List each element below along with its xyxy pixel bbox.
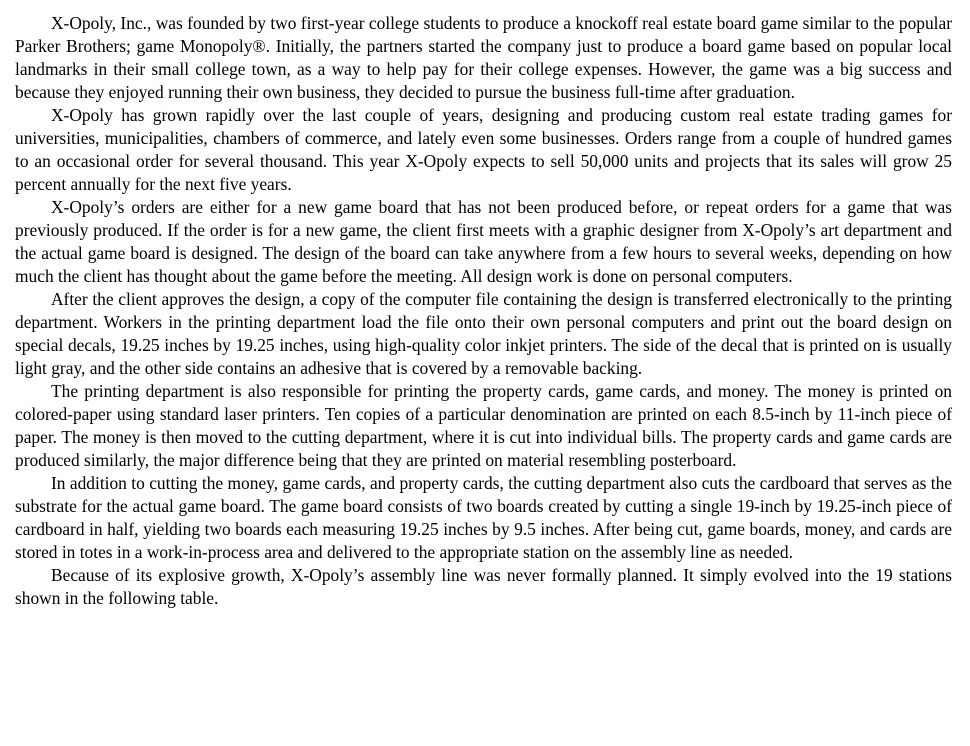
paragraph-assembly-line: Because of its explosive growth, X-Opoly’s assembly line was never formally planned. It simply evolved into the 19 stations shown in the following table. <box>15 565 952 608</box>
paragraph-cutting-department: In addition to cutting the money, game cards, and property cards, the cutting department also cuts the cardboard that serves as the substrate for the actual game board. The game board consists of two boards created by cutting a single 19-inch by 19.25-inch piece of cardboard in half, yielding two boards each measuring 19.25 inches by 9.5 inches. After being cut, game boards, money, and cards are stored in totes in a work-in-process area and delivered to the appropriate station on the assembly line as needed. <box>15 473 952 562</box>
paragraph-printing-design: After the client approves the design, a copy of the computer file containing the design is transferred electronically to the printing department. Workers in the printing department load the file onto their own personal computers and print out the board design on special decals, 19.25 inches by 19.25 inches, using high-quality color inkjet printers. The side of the decal that is printed on is usually light gray, and the other side contains an adhesive that is covered by a removable backing. <box>15 289 952 378</box>
paragraph-printing-cards-money: The printing department is also responsible for printing the property cards, game cards, and money. The money is printed on colored-paper using standard laser printers. Ten copies of a particular denomination are printed on each 8.5-inch by 11-inch piece of paper. The money is then moved to the cutting department, where it is cut into individual bills. The property cards and game cards are produced similarly, the major difference being that they are printed on material resembling posterboard. <box>15 381 952 470</box>
paragraph-company-founding: X-Opoly, Inc., was founded by two first-year college students to produce a knockoff real estate board game similar to the popular Parker Brothers; game Monopoly®. Initially, the partners started the company just to produce a board game based on popular local landmarks in their small college town, as a way to help pay for their college expenses. However, the game was a big success and because they enjoyed running their own business, they decided to pursue the business full-time after graduation. <box>15 13 952 102</box>
paragraph-company-growth: X-Opoly has grown rapidly over the last couple of years, designing and producing custom real estate trading games for universities, municipalities, chambers of commerce, and lately even some businesses. Orders range from a couple of hundred games to an occasional order for several thousand. This year X-Opoly expects to sell 50,000 units and projects that its sales will grow 25 percent annually for the next five years. <box>15 105 952 194</box>
paragraph-order-types: X-Opoly’s orders are either for a new game board that has not been produced before, or repeat orders for a game that was previously produced. If the order is for a new game, the client first meets with a graphic designer from X-Opoly’s art department and the actual game board is designed. The design of the board can take anywhere from a few hours to several weeks, depending on how much the client has thought about the game before the meeting. All design work is done on personal computers. <box>15 197 952 286</box>
